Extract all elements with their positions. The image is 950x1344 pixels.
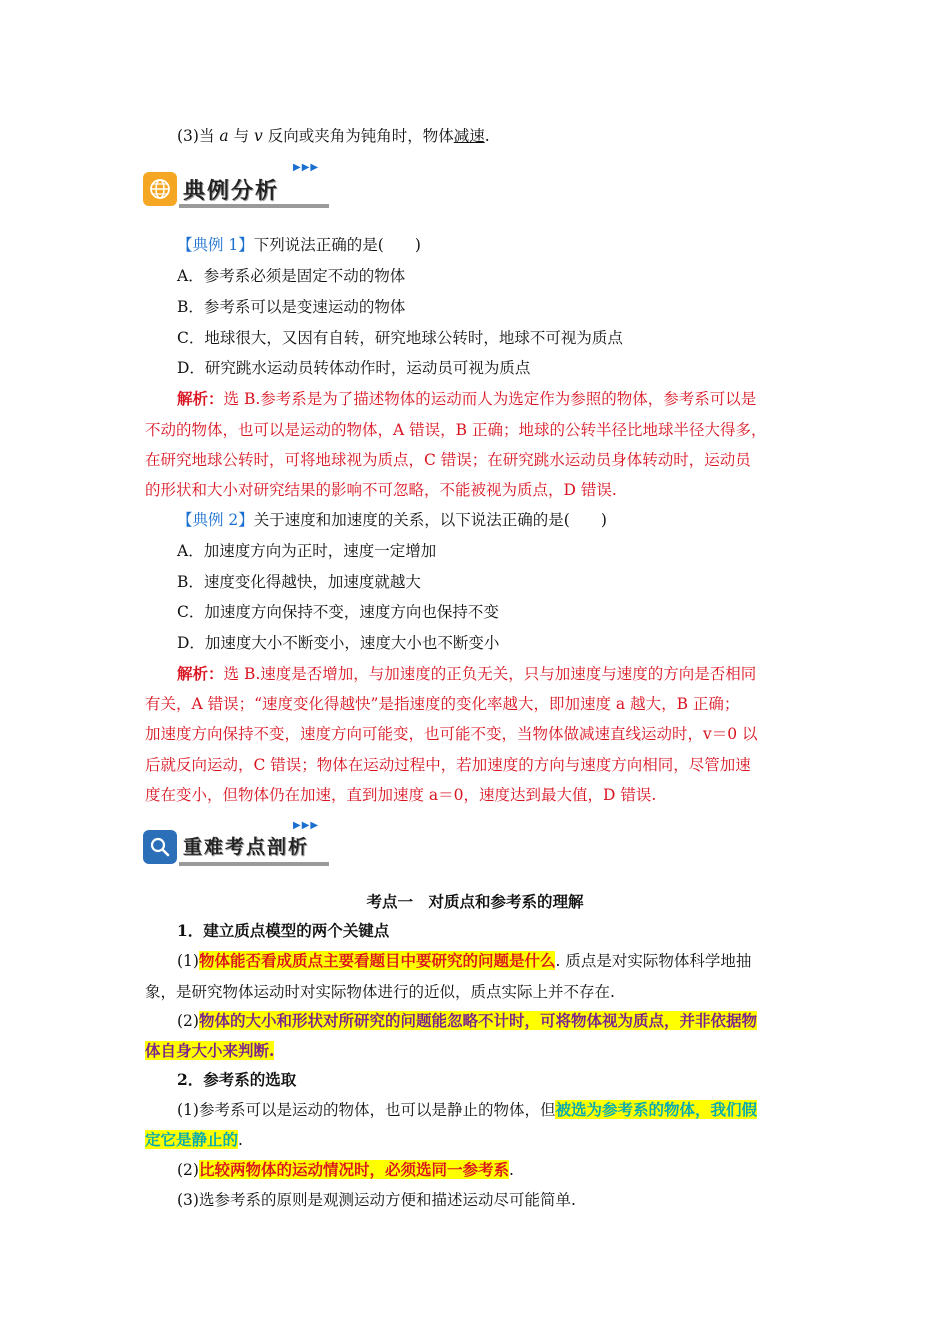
paragraph-text: . [508, 1161, 514, 1179]
analysis-line: 在研究地球公转时，可将地球视为质点，C 错误；在研究跳水运动员身体转动时，运动员 [145, 451, 751, 469]
top-line [177, 126, 490, 146]
paragraph-4 [177, 1160, 514, 1180]
analysis-line: 不动的物体，也可以是运动的物体，A 错误，B 正确；地球的公转半径比地球半径大得多， [145, 421, 767, 439]
analysis-label: 解析： [177, 664, 224, 683]
question-text: 下列说法正确的是( ) [253, 236, 421, 254]
option-a: A．参考系必须是固定不动的物体 [177, 267, 406, 285]
item-prefix: (1) [177, 952, 199, 970]
symbol-v: v [254, 127, 263, 145]
paragraph-text: . 质点是对实际物体科学地抽 [555, 952, 752, 970]
option-d: D．加速度大小不断变小，速度大小也不断变小 [177, 634, 500, 652]
analysis-line: 有关，A 错误；“速度变化得越快”是指速度的变化率越大，即加速度 a 越大，B 正确； [145, 695, 740, 713]
paragraph-3 [177, 1100, 757, 1120]
globe-icon [143, 172, 177, 206]
paragraph-2 [177, 1011, 757, 1031]
highlight-text: 物体能否看成质点主要看题目中要研究的问题是什么 [198, 951, 556, 970]
analysis-line: 的形状和大小对研究结果的影响不可忽略，不能被视为质点，D 错误. [145, 481, 617, 499]
option-d: D．研究跳水运动员转体动作时，运动员可视为质点 [177, 359, 531, 377]
paragraph-text: (1)参考系可以是运动的物体，也可以是静止的物体，但 [177, 1101, 556, 1119]
analysis-line [177, 664, 756, 684]
arrows-icon: ▶▶▶ [293, 162, 320, 173]
title-underbar [179, 204, 329, 208]
title-underbar [179, 862, 329, 866]
example2-question [177, 510, 607, 530]
section-banner-examples [143, 162, 333, 212]
heading-1: 1．建立质点模型的两个关键点 [177, 921, 390, 940]
text-mid2: 反向或夹角为钝角时，物体 [262, 127, 454, 145]
item-prefix: (2) [177, 1012, 199, 1030]
option-a: A．加速度方向为正时，速度一定增加 [177, 542, 437, 560]
analysis-line: 后就反向运动，C 错误；物体在运动过程中，若加速度的方向与速度方向相同，尽管加速 [145, 756, 751, 774]
question-text: 关于速度和加速度的关系，以下说法正确的是( ) [253, 511, 607, 529]
arrows-icon: ▶▶▶ [293, 820, 320, 831]
option-c: C．加速度方向保持不变，速度方向也保持不变 [177, 603, 499, 621]
analysis-line [177, 389, 756, 409]
underlined-word: 减速 [453, 127, 485, 145]
kaodian-title: 考点一 对质点和参考系的理解 [366, 892, 584, 911]
analysis-text: 选 B.速度是否增加，与加速度的正负无关，只与加速度与速度的方向是否相同 [223, 665, 757, 683]
paragraph-text: . [238, 1131, 243, 1149]
paragraph-3-line2 [145, 1130, 243, 1150]
section-banner-key-points [143, 820, 333, 870]
magnifier-icon [143, 830, 177, 864]
paragraph-5: (3)选参考系的原则是观测运动方便和描述运动尽可能简单. [177, 1191, 576, 1209]
item-prefix: (2) [177, 1161, 199, 1179]
analysis-text: 选 B.参考系是为了描述物体的运动而人为选定作为参照的物体，参考系可以是 [223, 390, 757, 408]
text-mid1: 与 [228, 127, 254, 145]
highlight-text: 定它是静止的 [145, 1130, 239, 1149]
analysis-line: 度在变小，但物体仍在加速，直到加速度 a＝0，速度达到最大值，D 错误. [145, 786, 657, 804]
paragraph-1-line2: 象，是研究物体运动时对实际物体进行的近似，质点实际上并不存在. [145, 983, 615, 1001]
paragraph-2-line2 [145, 1041, 274, 1061]
text-prefix: (3)当 [177, 127, 220, 145]
highlight-text: 被选为参考系的物体，我们假 [555, 1100, 757, 1119]
highlight-text: 体自身大小来判断. [145, 1041, 275, 1060]
option-b: B．参考系可以是变速运动的物体 [177, 298, 406, 316]
option-b: B．速度变化得越快，加速度就越大 [177, 573, 421, 591]
example-tag: 【典例 2】 [177, 511, 254, 529]
section-title: 典例分析 [183, 179, 280, 204]
example1-question [177, 235, 421, 255]
example-tag: 【典例 1】 [177, 236, 254, 254]
highlight-text: 比较两物体的运动情况时，必须选同一参考系 [198, 1160, 509, 1179]
analysis-label: 解析： [177, 389, 224, 408]
option-c: C．地球很大，又因有自转，研究地球公转时，地球不可视为质点 [177, 329, 623, 347]
highlight-text: 物体的大小和形状对所研究的问题能忽略不计时，可将物体视为质点，并非依据物 [198, 1011, 757, 1030]
text-end: . [484, 127, 490, 145]
paragraph-1 [177, 951, 751, 971]
symbol-a: a [219, 127, 229, 145]
analysis-line: 加速度方向保持不变，速度方向可能变，也可能不变，当物体做减速直线运动时，v＝0 以 [145, 725, 758, 743]
section-title: 重难考点剖析 [183, 836, 310, 858]
heading-2: 2．参考系的选取 [177, 1070, 297, 1089]
